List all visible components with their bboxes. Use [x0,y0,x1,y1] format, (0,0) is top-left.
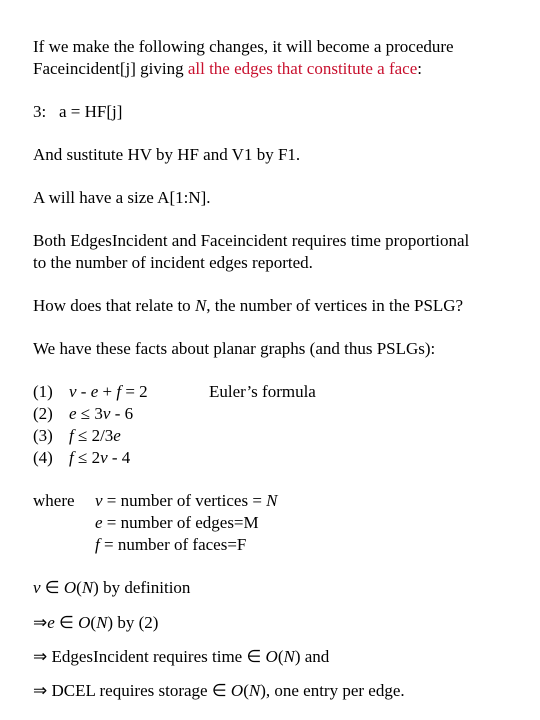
conclusion-3: ⇒ EdgesIncident requires time ∈ O(N) and [33,647,330,666]
fact-note: Euler’s formula [209,382,316,401]
code-line-3: 3: a = HF[j] [33,102,123,121]
element-of-symbol: ∈ [40,578,64,597]
question-line [33,295,533,317]
both-line-1: Both EdgesIncident and Faceincident requires time proportional [33,231,470,250]
where-text: = number of faces=F [99,535,247,554]
fact-note [209,403,533,425]
where-var: e [95,513,103,532]
substitute-line: And sustitute HV by HF and V1 by F1. [33,145,301,164]
conclusion-text: ) by (2) [107,613,159,632]
fact-number: (2) [33,404,53,423]
intro-highlight: all the edges that constitute a face [187,59,418,78]
fact-var: f [69,448,74,467]
fact-formula [69,381,209,403]
fact-formula [69,447,209,469]
where-var: f [95,535,100,554]
big-o: O [78,613,91,632]
conclusion-n: N [81,578,94,597]
where-text: = number of vertices = [102,491,267,510]
conclusion-var: e [47,613,55,632]
implies-icon: ⇒ [33,613,48,632]
fact-op: ≤ 2 [73,448,101,467]
fact-op: - [76,382,91,401]
slide-content [33,36,533,702]
conclusion-text: EdgesIncident requires time ∈ [47,647,266,666]
fact-var: v [102,404,111,423]
conclusion-n: N [248,681,261,700]
conclusion-text: ) and [294,647,330,666]
both-line-2: to the number of incident edges reported. [33,253,313,272]
question-n: N [194,296,207,315]
fact-op: - 4 [107,448,131,467]
fact-var: e [113,426,121,445]
fact-var: f [116,382,122,401]
conclusion-n: N [283,647,295,666]
intro-text-1: If we make the following changes, it will become a procedure [33,37,454,56]
conclusion-4: ⇒ DCEL requires storage ∈ O(N), one entry per edge. [33,681,405,700]
where-var: v [95,491,103,510]
where-tail: N [266,491,278,510]
fact-number: (3) [33,426,53,445]
fact-op: = 2 [121,382,148,401]
intro-text-3: : [417,59,422,78]
fact-op: + [98,382,117,401]
where-row [95,512,533,534]
fact-var: e [69,404,77,423]
implies-icon: ⇒ [33,681,48,700]
fact-formula [69,403,209,425]
fact-formula [69,425,209,447]
big-o: O [63,578,77,597]
facts-intro: We have these facts about planar graphs (and thus PSLGs): [33,339,436,358]
implies-icon: ⇒ [33,647,48,666]
where-text: = number of edges=M [102,513,259,532]
conclusion-text: ), one entry per edge. [260,681,405,700]
conclusion-text: ) by definition [93,578,191,597]
element-of-symbol: ∈ [54,613,79,632]
question-text-1: How does that relate to [33,296,195,315]
fact-op: - 6 [110,404,134,423]
fact-op: ≤ 2/3 [73,426,114,445]
where-label: where [33,491,75,510]
fact-var: e [90,382,99,401]
where-block [33,490,533,556]
conclusion-var: v [33,578,41,597]
big-o: O [265,647,278,666]
question-text-2: , the number of vertices in the PSLG? [206,296,464,315]
fact-note [209,425,533,447]
fact-number: (1) [33,382,53,401]
fact-var: f [69,426,74,445]
fact-var: v [69,382,77,401]
facts-list [33,381,533,469]
intro-paragraph [33,36,533,80]
fact-var: v [100,448,108,467]
fact-note [209,447,533,469]
conclusion-1: v ∈ O(N) by definition [33,578,191,597]
fact-number: (4) [33,448,53,467]
size-line: A will have a size A[1:N]. [33,188,211,207]
conclusion-text: DCEL requires storage ∈ [47,681,231,700]
intro-text-2: Faceincident[j] giving [33,59,188,78]
conclusion-2: ⇒e ∈ O(N) by (2) [33,613,159,632]
big-o: O [230,681,244,700]
both-paragraph [33,230,533,274]
where-row [95,534,533,556]
conclusion-n: N [96,613,108,632]
fact-op: ≤ 3 [76,404,103,423]
where-row [95,490,533,512]
